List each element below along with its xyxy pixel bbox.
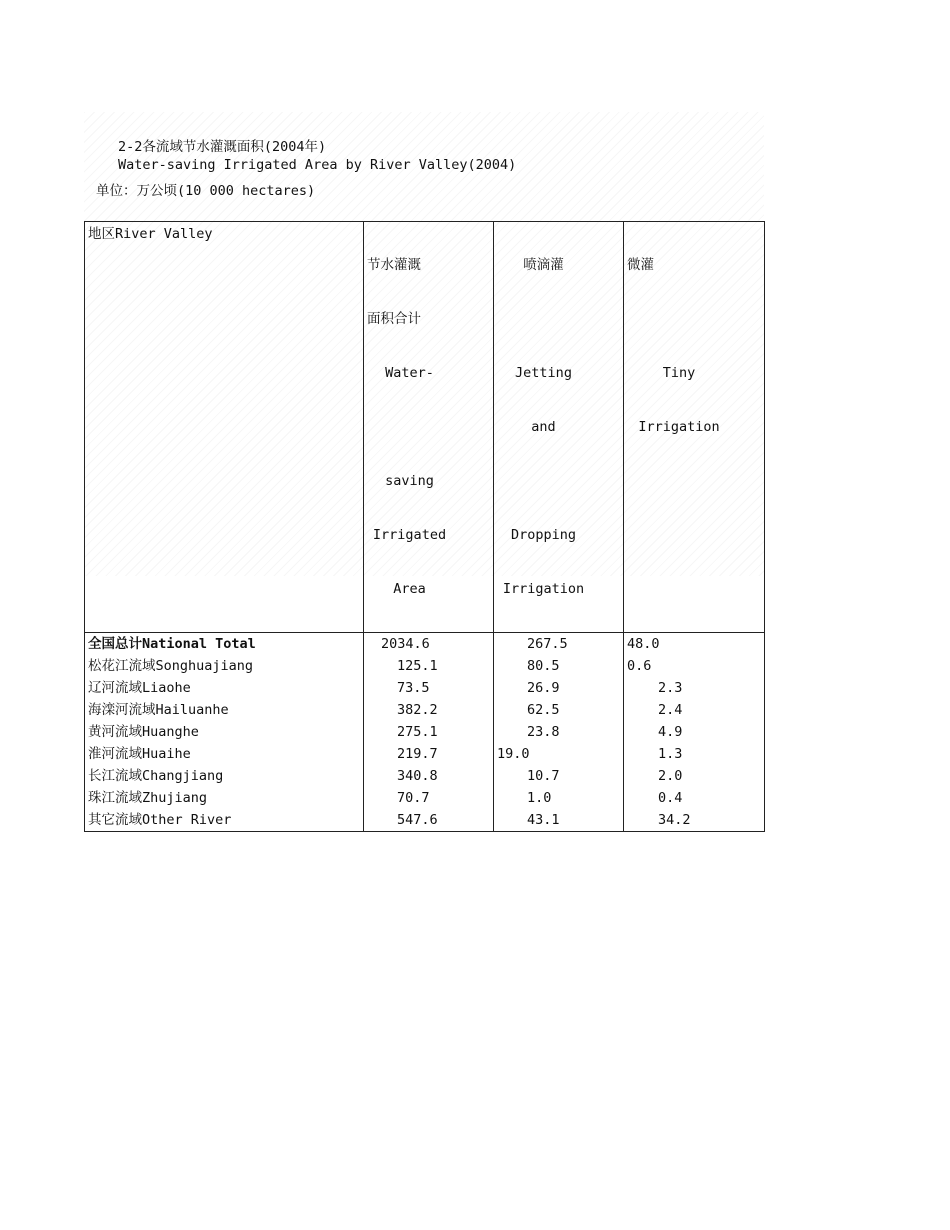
table-row bbox=[85, 721, 765, 743]
tiny-cell: 4.9 bbox=[624, 721, 765, 743]
total-cell: 2034.6 bbox=[364, 633, 494, 656]
header-tiny-line: Irrigation bbox=[638, 419, 720, 435]
header-jetting-line: Irrigation bbox=[502, 581, 585, 597]
jetting-cell: 10.7 bbox=[494, 765, 624, 787]
total-cell: 70.7 bbox=[364, 787, 494, 809]
header-tiny-line bbox=[627, 308, 761, 330]
header-tiny-line bbox=[627, 470, 761, 492]
header-total bbox=[364, 222, 494, 633]
region-cell: 辽河流域Liaohe bbox=[85, 677, 364, 699]
table-row bbox=[85, 809, 765, 832]
table-row bbox=[85, 743, 765, 765]
total-cell: 382.2 bbox=[364, 699, 494, 721]
header-jetting-line bbox=[497, 308, 620, 330]
region-cell: 松花江流域Songhuajiang bbox=[85, 655, 364, 677]
unit-label: 单位：万公顷(10 000 hectares) bbox=[96, 183, 316, 199]
header-tiny bbox=[624, 222, 765, 633]
jetting-cell: 19.0 bbox=[494, 743, 624, 765]
tiny-cell: 2.4 bbox=[624, 699, 765, 721]
irrigation-table bbox=[84, 221, 765, 832]
total-cell: 547.6 bbox=[364, 809, 494, 832]
table-title-en: Water-saving Irrigated Area by River Valley(2004) bbox=[118, 157, 517, 173]
header-total-line: 面积合计 bbox=[367, 311, 421, 327]
header-total-line: Irrigated bbox=[372, 527, 447, 543]
header-total-line: Water- bbox=[385, 365, 434, 381]
total-cell: 73.5 bbox=[364, 677, 494, 699]
jetting-cell: 43.1 bbox=[494, 809, 624, 832]
region-cell: 黄河流域Huanghe bbox=[85, 721, 364, 743]
tiny-cell: 2.3 bbox=[624, 677, 765, 699]
table-row bbox=[85, 787, 765, 809]
total-cell: 219.7 bbox=[364, 743, 494, 765]
table-title-zh: 2-2各流域节水灌溉面积(2004年) bbox=[118, 139, 327, 155]
header-jetting-line: and bbox=[531, 419, 556, 435]
header-total-line: 节水灌溉 bbox=[367, 257, 421, 273]
total-cell: 125.1 bbox=[364, 655, 494, 677]
spreadsheet-sheet bbox=[84, 112, 764, 828]
header-tiny-line: Tiny bbox=[662, 365, 696, 381]
header-total-line: saving bbox=[385, 473, 434, 489]
header-jetting-line: 喷滴灌 bbox=[523, 257, 564, 273]
header-jetting-line bbox=[497, 470, 620, 492]
table-row bbox=[85, 677, 765, 699]
region-cell: 长江流域Changjiang bbox=[85, 765, 364, 787]
table-row bbox=[85, 765, 765, 787]
header-tiny-line: 微灌 bbox=[627, 257, 654, 273]
tiny-cell: 48.0 bbox=[624, 633, 765, 656]
jetting-cell: 62.5 bbox=[494, 699, 624, 721]
region-cell: 海滦河流域Hailuanhe bbox=[85, 699, 364, 721]
total-cell: 340.8 bbox=[364, 765, 494, 787]
header-tiny-line bbox=[627, 524, 761, 546]
jetting-cell: 80.5 bbox=[494, 655, 624, 677]
region-cell: 珠江流域Zhujiang bbox=[85, 787, 364, 809]
region-cell: 全国总计National Total bbox=[85, 633, 364, 656]
table-row bbox=[85, 633, 765, 656]
header-total-line: Area bbox=[393, 581, 426, 597]
jetting-cell: 26.9 bbox=[494, 677, 624, 699]
tiny-cell: 2.0 bbox=[624, 765, 765, 787]
table-row bbox=[85, 699, 765, 721]
table-row bbox=[85, 655, 765, 677]
header-region: 地区River Valley bbox=[85, 222, 364, 633]
header-jetting-line: Jetting bbox=[515, 365, 572, 381]
header-jetting-line: Dropping bbox=[510, 527, 577, 543]
region-cell: 淮河流域Huaihe bbox=[85, 743, 364, 765]
header-tiny-line bbox=[627, 578, 761, 600]
tiny-cell: 34.2 bbox=[624, 809, 765, 832]
tiny-cell: 0.6 bbox=[624, 655, 765, 677]
jetting-cell: 267.5 bbox=[494, 633, 624, 656]
header-row bbox=[85, 222, 765, 633]
tiny-cell: 1.3 bbox=[624, 743, 765, 765]
total-cell: 275.1 bbox=[364, 721, 494, 743]
region-cell: 其它流域Other River bbox=[85, 809, 364, 832]
header-total-line bbox=[367, 416, 490, 438]
jetting-cell: 1.0 bbox=[494, 787, 624, 809]
jetting-cell: 23.8 bbox=[494, 721, 624, 743]
header-jetting bbox=[494, 222, 624, 633]
tiny-cell: 0.4 bbox=[624, 787, 765, 809]
